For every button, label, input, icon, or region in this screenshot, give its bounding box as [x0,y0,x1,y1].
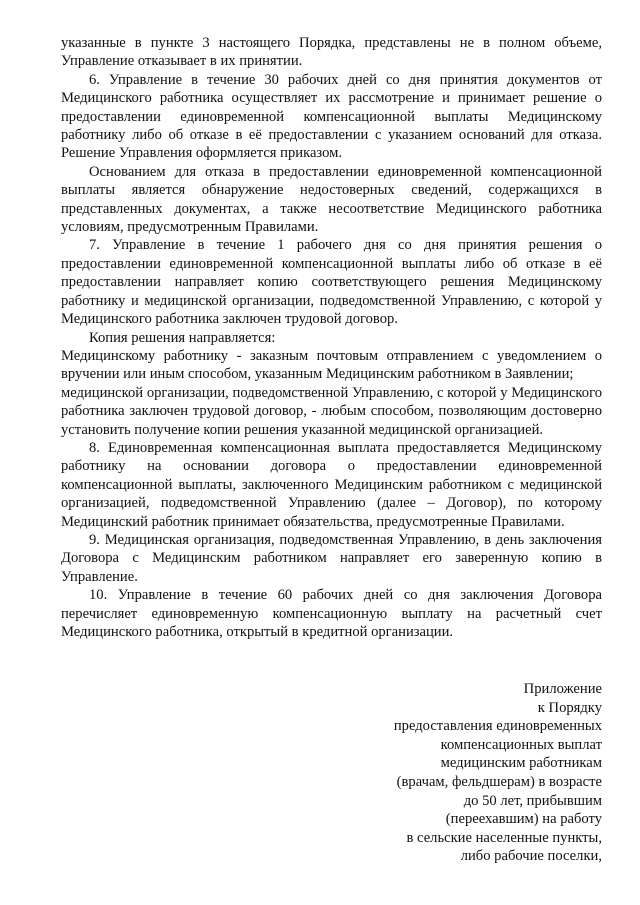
appendix-line: (переехавшим) на работу [445,811,602,828]
appendix-line: предоставления единовременных [393,718,602,735]
paragraph-continuation: указанные в пункте 3 настоящего Порядка, представлены не в полном объеме, Управление отказывает в их принятии. [61,35,602,70]
paragraph-refusal-grounds: Основанием для отказа в предоставлении единовременной компенсационной выплаты является обнаружение недостоверных сведений, содержащихся в представленных документах, а также несоответствие Медицинского работника условиям, предусмотренным Правилами. [61,163,602,236]
paragraph-to-worker: Медицинскому работнику - заказным почтовым отправлением с уведомлением о вручении или иным способом, указанным Медицинским работником в Заявлении; [61,347,602,383]
paragraph-to-organization: медицинской организации, подведомственной Управлению, с которой у Медицинского работника заключен трудовой договор, - любым способом, позволяющим достоверно установить получение копии решения указанной медицинской организацией. [61,384,602,438]
appendix-line: либо рабочие поселки, [460,848,602,865]
paragraph-item-8: 8. Единовременная компенсационная выплата предоставляется Медицинскому работнику на основании договора о предоставлении единовременной компенсационной выплаты, заключенного Медицинским работником с медицинской организацией, подведомственной Управлению (далее – Договор), по которому Медицинский работник принимает обязательства, предусмотренные Правилами. [61,439,602,530]
appendix-header [302,680,602,866]
appendix-line: до 50 лет, прибывшим [463,792,602,809]
appendix-line: компенсационных выплат [440,736,602,753]
appendix-line: к Порядку [537,699,602,716]
appendix-line: медицинским работникам [440,755,602,772]
paragraph-item-7: 7. Управление в течение 1 рабочего дня со дня принятия решения о предоставлении единовременной компенсационной выплаты либо об отказе в её предоставлении направляет копию соответствующего решения Медицинскому работнику и медицинской организации, подведомственной Управлению, с которой у Медицинского работника заключен трудовой договор. [61,237,602,328]
paragraph-copy-sent: Копия решения направляется: [89,329,276,346]
paragraph-item-10: 10. Управление в течение 60 рабочих дней со дня заключения Договора перечисляет единовременную компенсационную выплату на расчетный счет Медицинского работника, открытый в кредитной организации. [61,587,602,640]
paragraph-item-9: 9. Медицинская организация, подведомственная Управлению, в день заключения Договора с Медицинским работником направляет его заверенную копию в Управление. [61,531,602,585]
appendix-line: (врачам, фельдшерам) в возрасте [396,773,602,790]
document-body [61,34,602,641]
appendix-line: в сельские населенные пункты, [406,829,602,846]
appendix-line: Приложение [523,681,602,697]
paragraph-item-6: 6. Управление в течение 30 рабочих дней со дня принятия документов от Медицинского работника осуществляет их рассмотрение и принимает решение о предоставлении единовременной компенсационной выплаты Медицинскому работнику либо об отказе в её предоставлении с указанием оснований для отказа. Решение Управления оформляется приказом. [61,71,602,162]
